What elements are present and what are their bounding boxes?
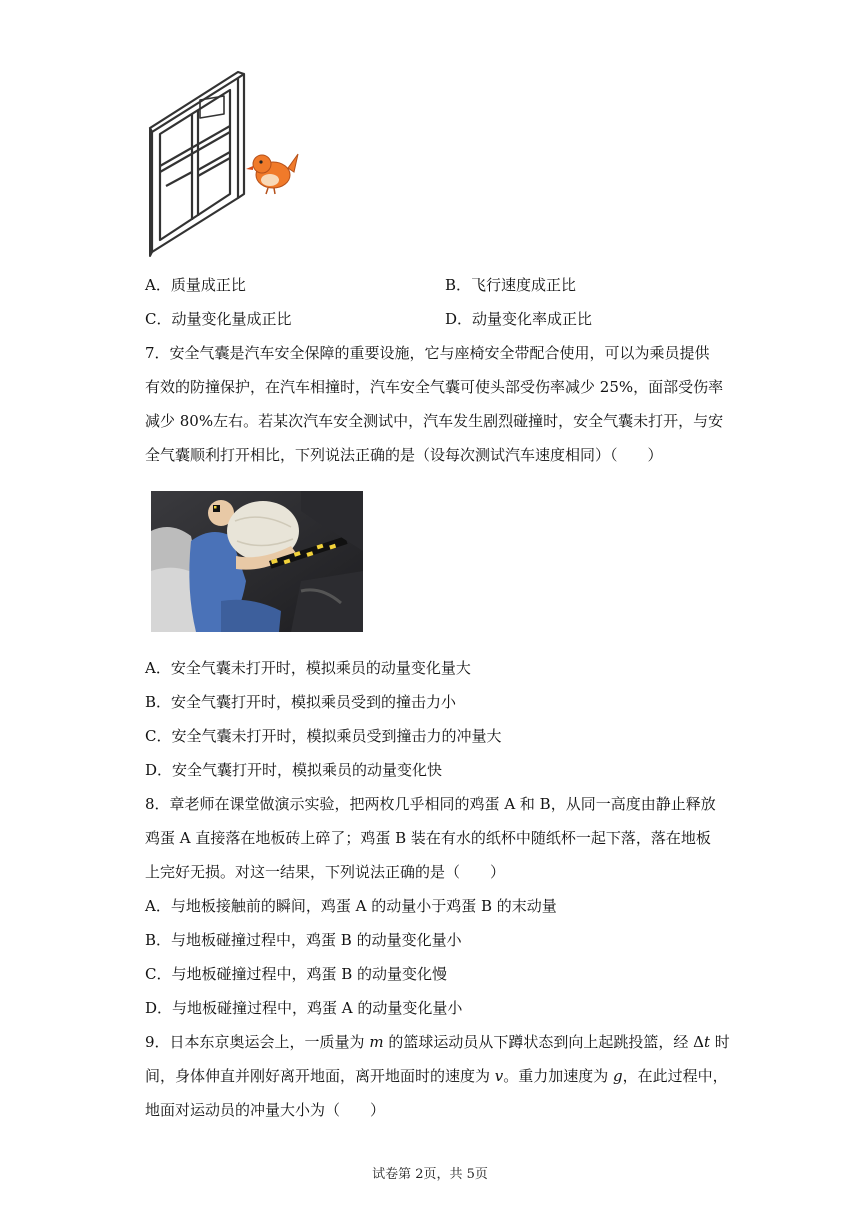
q6-option-a: A．质量成正比 <box>145 276 246 294</box>
q9-line2-text-a: 间，身体伸直并刚好离开地面，离开地面时的速度为 <box>145 1067 495 1085</box>
q9-line1-text-c: 时 <box>709 1033 730 1051</box>
q8-stem-line-2: 鸡蛋 A 直接落在地板砖上碎了；鸡蛋 B 装在有水的纸杯中随纸杯一起下落，落在地板 <box>145 829 711 847</box>
q6-option-c: C．动量变化量成正比 <box>145 310 292 328</box>
q8-option-d: D．与地板碰撞过程中，鸡蛋 A 的动量变化量小 <box>145 999 463 1017</box>
airbag-crash-photo <box>151 491 363 632</box>
q7-stem-line-1: 7．安全气囊是汽车安全保障的重要设施，它与座椅安全带配合使用，可以为乘员提供 <box>145 344 710 362</box>
q8-option-b: B．与地板碰撞过程中，鸡蛋 B 的动量变化量小 <box>145 931 462 949</box>
q9-stem-line-2 <box>145 1066 728 1086</box>
q7-option-b: B．安全气囊打开时，模拟乘员受到的撞击力小 <box>145 693 457 711</box>
q9-stem-line-1 <box>145 1032 730 1052</box>
q8-stem-line-1: 8．章老师在课堂做演示实验，把两枚几乎相同的鸡蛋 A 和 B，从同一高度由静止释放 <box>145 795 716 813</box>
q9-line1-text-b: 的篮球运动员从下蹲状态到向上起跳投篮，经 Δ <box>383 1033 704 1051</box>
q9-line2-text-c: ，在此过程中， <box>622 1067 728 1085</box>
bird-icon <box>246 154 298 194</box>
q9-var-v: v <box>494 1067 504 1085</box>
q7-option-d: D．安全气囊打开时，模拟乘员的动量变化快 <box>145 761 443 779</box>
q7-stem-line-4: 全气囊顺利打开相比，下列说法正确的是（设每次测试汽车速度相同）（ ） <box>145 446 663 464</box>
q6-option-b: B．飞行速度成正比 <box>445 276 577 294</box>
q7-option-a: A．安全气囊未打开时，模拟乘员的动量变化量大 <box>145 659 471 677</box>
q9-var-g: g <box>613 1067 623 1085</box>
q7-option-c: C．安全气囊未打开时，模拟乘员受到撞击力的冲量大 <box>145 727 502 745</box>
q7-stem-line-2: 有效的防撞保护，在汽车相撞时，汽车安全气囊可使头部受伤率减少 25%，面部受伤率 <box>145 378 724 396</box>
page-footer: 试卷第 2页，共 5页 <box>372 1167 488 1182</box>
q8-option-c: C．与地板碰撞过程中，鸡蛋 B 的动量变化慢 <box>145 965 448 983</box>
q9-line2-text-b: 。重力加速度为 <box>503 1067 614 1085</box>
q7-stem-line-3: 减少 80%左右。若某次汽车安全测试中，汽车发生剧烈碰撞时，安全气囊未打开，与安 <box>145 412 724 430</box>
window-bird-figure <box>140 70 310 260</box>
q9-var-m: m <box>369 1033 384 1051</box>
q8-option-a: A．与地板接触前的瞬间，鸡蛋 A 的动量小于鸡蛋 B 的末动量 <box>145 897 557 915</box>
q9-line1-text-a: 9．日本东京奥运会上，一质量为 <box>145 1033 370 1051</box>
q9-stem-line-3: 地面对运动员的冲量大小为（ ） <box>145 1101 386 1119</box>
q6-option-d: D．动量变化率成正比 <box>445 310 593 328</box>
q9-var-t: t <box>703 1033 710 1051</box>
q8-stem-line-3: 上完好无损。对这一结果，下列说法正确的是（ ） <box>145 863 506 881</box>
